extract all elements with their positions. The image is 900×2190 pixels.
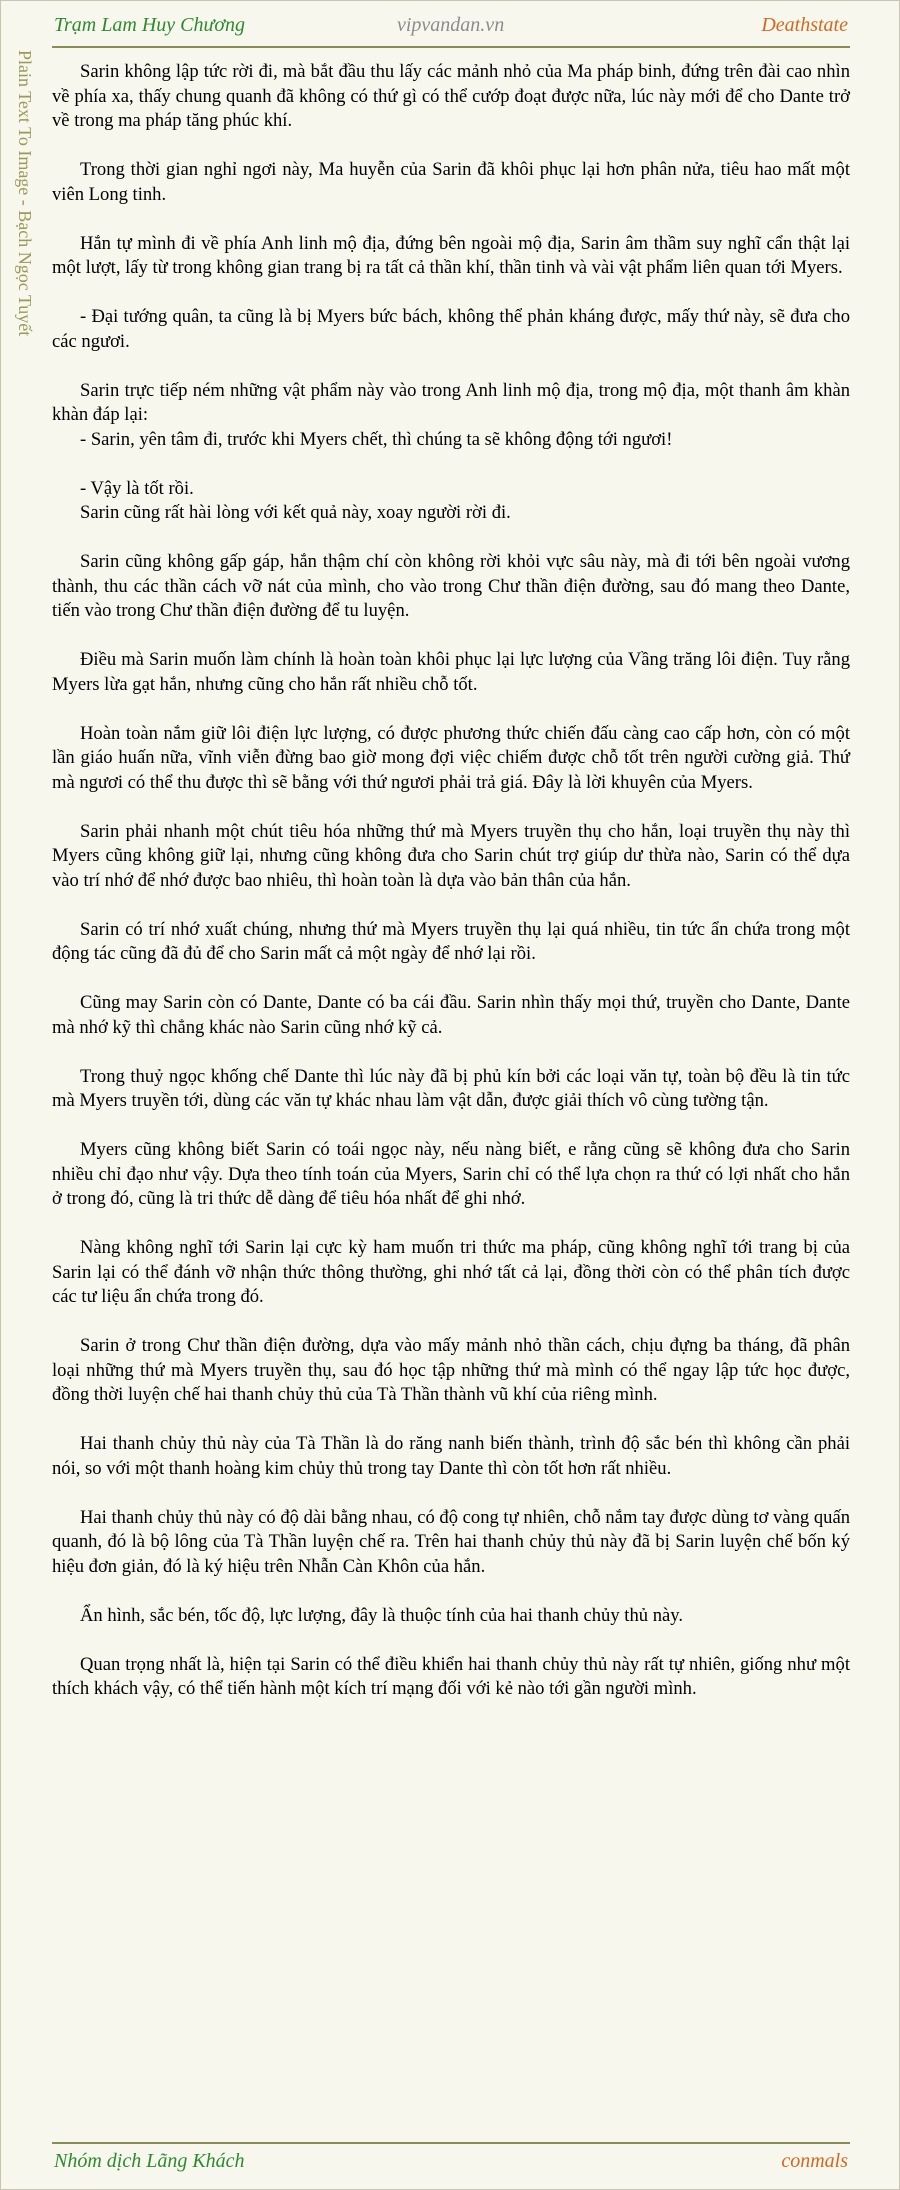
footer-editor: conmals (781, 2150, 848, 2172)
paragraph: Trong thời gian nghỉ ngơi này, Ma huyễn của Sarin đã khôi phục lại hơn phân nửa, tiêu hao mất một viên Long tinh. (52, 159, 850, 205)
paragraph: Hắn tự mình đi về phía Anh linh mộ địa, đứng bên ngoài mộ địa, Sarin âm thầm suy nghĩ cẩn thật lại một lượt, lấy từ trong không gian trang bị ra tất cả thần khí, thần tinh và vài vật phẩm liên quan tới Myers. (52, 232, 850, 278)
header-site-name: Trạm Lam Huy Chương (54, 14, 246, 36)
header-website: vipvandan.vn (397, 14, 505, 36)
paragraph: Hai thanh chủy thủ này có độ dài bằng nhau, có độ cong tự nhiên, chỗ nắm tay được dùng tơ vàng quấn quanh, đó là bộ lông của Tà Thần luyện chế ra. Trên hai thanh chủy thủ này đã bị Sarin luyện chế bốn ký hiệu đơn giản, đó là ký hiệu trên Nhẫn Càn Khôn của hắn. (52, 1506, 850, 1577)
paragraph-group (52, 379, 850, 453)
paragraph: Sarin cũng không gấp gáp, hắn thậm chí còn không rời khỏi vực sâu này, mà đi tới bên ngoài vương thành, thu các thần cách vỡ nát của mình, cho vào trong Chư thần điện đường, sau đó mang theo Dante, tiến vào trong Chư thần điện đường để tu luyện. (52, 551, 850, 621)
paragraph: Hoàn toàn nắm giữ lôi điện lực lượng, có được phương thức chiến đấu càng cao cấp hơn, còn có một lần giáo huấn nữa, vĩnh viễn đừng bao giờ mong đợi việc chiếm được chỗ tốt trên người cường giả. Thứ mà ngươi có thể thu được thì sẽ bằng với thứ ngươi phải trả giá. Đây là lời khuyên của Myers. (52, 722, 850, 793)
paragraph: - Đại tướng quân, ta cũng là bị Myers bức bách, không thể phản kháng được, mấy thứ này, sẽ đưa cho các ngươi. (52, 306, 850, 352)
paragraph: Sarin phải nhanh một chút tiêu hóa những thứ mà Myers truyền thụ cho hắn, loại truyền thụ này thì Myers cũng không giữ lại, nhưng cũng không đưa cho Sarin chút trợ giúp dư thừa nào, Sarin có thể dựa vào trí nhớ để nhớ được bao nhiêu, thì hoàn toàn là dựa vào bản thân của hắn. (52, 820, 850, 891)
vertical-watermark: Plain Text To Image - Bạch Ngọc Tuyết (15, 50, 35, 337)
dialogue-line: - Sarin, yên tâm đi, trước khi Myers chết, thì chúng ta sẽ không động tới ngươi! (80, 428, 673, 450)
paragraph: Sarin ở trong Chư thần điện đường, dựa vào mấy mảnh nhỏ thần cách, chịu đựng ba tháng, đã phân loại những thứ mà Myers truyền thụ, sau đó học tập những thứ mà mình có thể ngay lập tức học được, đồng thời luyện chế hai thanh chủy thủ của Tà Thần thành vũ khí của riêng mình. (52, 1335, 850, 1405)
paragraph: Myers cũng không biết Sarin có toái ngọc này, nếu nàng biết, e rằng cũng sẽ không đưa cho Sarin nhiều chỉ đạo như vậy. Dựa theo tính toán của Myers, Sarin chỉ có thể lựa chọn ra thứ có lợi nhất cho hắn ở trong đó, cũng là tri thức dễ dàng để tiêu hóa nhất để ghi nhớ. (52, 1139, 850, 1209)
paragraph: Nàng không nghĩ tới Sarin lại cực kỳ ham muốn tri thức ma pháp, cũng không nghĩ tới trang bị của Sarin lại có thể đánh vỡ nhận thức thông thường, ghi nhớ tất cả lại, đồng thời còn có thể phân tích được các tư liệu ẩn chứa trong đó. (52, 1237, 850, 1307)
chapter-body (52, 60, 850, 1726)
dialogue-line: - Vậy là tốt rồi. (80, 477, 194, 499)
paragraph: Sarin không lập tức rời đi, mà bắt đầu thu lấy các mảnh nhỏ của Ma pháp binh, đứng trên đài cao nhìn về phía xa, thấy chung quanh đã không có thứ gì có thể cướp đoạt được nữa, lúc này mới để cho Dante trở về trong ma pháp tăng phúc khí. (52, 61, 850, 131)
paragraph: Cũng may Sarin còn có Dante, Dante có ba cái đầu. Sarin nhìn thấy mọi thứ, truyền cho Dante, Dante mà nhớ kỹ thì chẳng khác nào Sarin cũng nhớ kỹ cả. (52, 992, 850, 1038)
page-footer (52, 2142, 850, 2184)
paragraph-group (52, 477, 850, 526)
footer-translator-group: Nhóm dịch Lãng Khách (54, 2150, 245, 2172)
paragraph: Quan trọng nhất là, hiện tại Sarin có thể điều khiển hai thanh chủy thủ này rất tự nhiên, giống như một thích khách vậy, có thể tiến hành một kích trí mạng đối với kẻ nào tới gần người mình. (52, 1653, 850, 1699)
paragraph: Sarin trực tiếp ném những vật phẩm này vào trong Anh linh mộ địa, trong mộ địa, một thanh âm khàn khàn đáp lại: (52, 379, 850, 425)
header-uploader: Deathstate (761, 14, 848, 36)
paragraph: Hai thanh chủy thủ này của Tà Thần là do răng nanh biến thành, trình độ sắc bén thì không cần phải nói, so với một thanh hoàng kim chủy thủ trong tay Dante thì còn tốt hơn rất nhiều. (52, 1433, 850, 1479)
paragraph: Điều mà Sarin muốn làm chính là hoàn toàn khôi phục lại lực lượng của Vầng trăng lôi điện. Tuy rằng Myers lừa gạt hắn, nhưng cũng cho hắn rất nhiều chỗ tốt. (52, 649, 850, 695)
paragraph: Sarin cũng rất hài lòng với kết quả này, xoay người rời đi. (80, 502, 511, 523)
paragraph: Sarin có trí nhớ xuất chúng, nhưng thứ mà Myers truyền thụ lại quá nhiều, tin tức ẩn chứa trong một động tác cũng đã đủ để cho Sarin mất cả một ngày để nhớ lại rồi. (52, 918, 850, 964)
paragraph: Ẩn hình, sắc bén, tốc độ, lực lượng, đây là thuộc tính của hai thanh chủy thủ này. (80, 1604, 683, 1626)
paragraph: Trong thuỷ ngọc khống chế Dante thì lúc này đã bị phủ kín bởi các loại văn tự, toàn bộ đều là tin tức mà Myers truyền tới, dùng các văn tự khác nhau làm vật dẫn, được giải thích vô cùng tường tận. (52, 1065, 850, 1111)
page-header (52, 8, 850, 48)
